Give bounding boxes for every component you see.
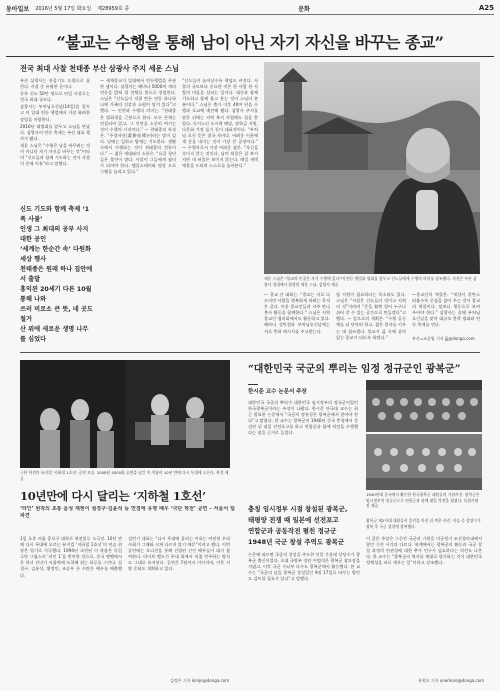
newspaper-brand: 동아일보 — [6, 5, 30, 13]
army-photo-caption: 1940년대 중국에서 활동한 한국광복군 대원들의 기념사진. 광복군은 임시정부의 정규군으로 연합군과 함께 대일 작전을 펼쳤다. 독립기념관 제공 — [366, 492, 480, 508]
article2-headline: 10년만에 다시 달리는 ‘지하철 1호선’ — [20, 489, 206, 503]
lead-paragraph: 등록 신도 50만 명으로 단일 사찰로는 전국 최대 규모다. — [20, 91, 90, 103]
article1-pull-quote: 신도 기도와 함께 축제 ‘1폭 사불’ 인생 그 최대의 공부 사지 대한 공인 ‘세계는 한순간 속’ 다원화 세상 행사 천태종은 원래 하나 집안에서 출발 홍익된 20세기 다른 10월 통해 나와 쓰러 비로소 큰 뜻, 네 곳도 철거 산 위에 새로운 생명 나무를 심었다 — [20, 206, 93, 343]
liberation-army-photo-2 — [366, 434, 482, 490]
army-group-photo-2 — [366, 434, 482, 490]
article1-column-2: — 세계종교가 일대에서 연등행렬을 주관한 셈이다. 삼광사는 해마다 5000여 개의 연등을 밝혀 절 전체를 빛으로 장엄한다. 스님은 “신도들이 직접 만든 연등 하나하나에 가족의 건강과 소원이 담겨 있다”고 했다. — 인연과 수행의 의미는. “천태종은 법화경을 근본으로 한다. 모든 존재는 연결되어 있고, 그 인연을 소중히 여기는 것이 수행의 시작이다.” — 천태종의 특징은. “주경야선(晝耕夜禪)이라는 말이 있다. 낮에는 일하고 밤에는 기도한다. 생활 속에서 수행하는 것이 천태종의 전통이다.” — 젊은 세대와의 소통은. “요즘 청년들은 불안이 많다. 사찰이 그들에게 쉼터가 되어야 한다. 템플스테이와 명상 프로그램을 늘리고 있다.” — [100, 78, 176, 175]
headline-rule — [6, 56, 494, 57]
army-group-photo — [366, 380, 482, 432]
article1-subhead: 전국 최대 사찰 천태종 부산 삼광사 주지 세운 스님 — [20, 64, 179, 73]
edition-number: 제28959호 종 — [97, 5, 130, 12]
monk-photo-image — [264, 62, 480, 274]
article1-column-3: “신도들이 늘어날수록 책임도 커진다. 사찰의 규모보다 중요한 것은 한 사람 한 사람의 마음을 살피는 일이다. 대중과 함께 기도하고 함께 울고 웃는 것이 스님의 본분이다.” 스님은 출가 이후 40여 년을 수행과 포교에 매진해 왔다. 삼광사 주지를 맡은 뒤에는 지역 복지 사업에도 힘을 쏟았다. 독거노인 도시락 배달, 장학금 지원, 다문화 가정 돕기 등이 대표적이다. “부처님 오신 뜻은 결국 자비다. 어려운 이웃에게 손을 내미는 것이 가장 큰 공양이다.” — 수행자로서 가장 어려운 점은. “자신을 속이지 않는 것이다. 남의 허물은 잘 보이지만 내 허물은 보이지 않는다. 매일 새벽 예불을 드리며 스스로를 돌아본다.” — [182, 78, 258, 169]
musical-photo-image — [20, 360, 230, 468]
lead-paragraph: 세운 스님은 “수행은 남을 바꾸려는 것이 아니라 자기 자신을 바꾸는 것”이라며 “신도들과 함께 기도하는 것이 사찰의 존재 이유”라고 말했다. — [20, 142, 90, 167]
masthead — [6, 2, 494, 15]
lead-paragraph: 2016년 대법회를 앞두고 스님을 만났다. 삼광사의 연등 축제는 부산 대표 행사가 됐다. — [20, 123, 90, 141]
section-name: 문화 — [298, 5, 310, 13]
article1-lower-column-2: 합 지원이 필요하다는 목소리도 있다. 스님은 “사찰은 신도들의 것이고 지역의 것”이라며 “문을 활짝 열어 누구나 쉬어 갈 수 있는 공간으로 만들겠다”고 했다. — 앞으로의 계획은. “수행 공동체를 더 단단히 하고, 젊은 불자를 키우는 데 힘쓰겠다. 불교가 삶 속에 살아 있는 종교가 되도록 하겠다.” — [336, 292, 406, 340]
article2-subhead: ‘라인’ 원작의 초통 음성 재현이 설경구·김윤석 등 연결에 유명 배우 ‘극단 학전’ 공연 – 서울서 팀 파견 — [20, 506, 235, 519]
article3-subhead: 한시준 교수 논문서 주장 — [248, 389, 307, 395]
article1-lead-column — [20, 78, 90, 196]
article3-column-2: 논문에 따르면 국군의 창설을 주도한 인물 가운데 상당수가 광복군 출신이었다. 초대 국방부 장관 이범석은 광복군 참모장을 지냈고, 이후 국군 수뇌부 다수도 광복군에서 활동했다. 한 교수는 “국군의 날을 광복군 창설일인 9월 17일로 바꾸는 방안도 검토할 필요가 있다”고 말했다. — [248, 552, 360, 582]
issue-date: 2016년 5월 17일 화요일 — [35, 5, 92, 12]
article2-column-1: 1일 오후 서울 종로구 대학로 학전블루 소극장. 10년 만에 다시 무대에 오르는 뮤지컬 ‘지하철 1호선’의 연습 현장은 열기로 가득했다. 1994년 초연된 이 작품은 독일 극단 그립스의 ‘라인 1’을 번안한 것으로, 중국 옌볜에서 온 처녀 선녀가 서울역에 도착해 겪는 하루를 그린다. 설경구, 김윤석, 황정민, 조승우 등 수많은 배우를 배출했다. — [20, 536, 122, 578]
article3-headline: “대한민국 국군의 뿌리는 임정 정규군인 광복군” — [248, 364, 461, 375]
lead-paragraph: 부산 삼광사는 관음기도 도량으로 꼽힌다. 사찰 중 유명한 곳이다. — [20, 78, 90, 90]
lead-paragraph: 삼광사는 부처님오신날(14일)을 앞두고 이 일대 연등 행렬에서 가장 화려한 장엄을 자랑한다. — [20, 104, 90, 122]
article3-rule — [248, 384, 258, 385]
article3-column-3: 이 같은 주장은 그동안 국군의 기원을 미군정기 조선경비대에서 찾던 기존 시각과 다르다. 학계에서는 광복군의 활동과 국군 창설 과정의 연관성에 대한 추가 연구가 필요하다는 의견도 나온다. 한 교수는 “광복군의 역사를 제대로 평가하는 것이 대한민국 정체성을 바로 세우는 일”이라고 강조했다. — [366, 536, 482, 566]
article1-lower-column-1: — 종교 간 대화는. “종교는 서로 다르지만 사람을 행복하게 하려는 목적은 같다. 이웃 종교인들과 자주 만나 봉사 활동을 함께한다.” 스님은 지역 종교인 협의회에서도 활동하고 있다. 해마다 성탄절과 부처님오신날에는 서로 축하 메시지를 주고받는다. — [264, 292, 330, 334]
article2-column-2: 김민기 대표는 “다시 무대에 올리는 이유는 여전히 우리 사회가 그때와 크게 다르지 않기 때문”이라고 했다. 이번 공연에는 오디션을 통해 선발된 신인 배우들이 대거 참여한다. 라이브 밴드가 무대 위에서 직접 연주하는 방식도 그대로 유지된다. 공연은 7월까지 이어지며, 이후 지방 순회도 계획하고 있다. — [128, 536, 230, 572]
section-divider — [20, 352, 480, 353]
monk-temple-photo — [264, 62, 480, 274]
musical-stage-photo — [20, 360, 230, 468]
article1-byline: 부산=조종엽 기자 jjj@donga.com — [412, 336, 475, 341]
article2-byline: 김정은 기자 kimje@donga.com — [170, 678, 230, 683]
army-photo-caption-2: 광복군 제2지대 대원들이 훈련을 마친 뒤 찍은 사진. 이들 중 상당수가 광복 후 국군 창설에 참여했다. — [366, 518, 481, 529]
liberation-army-photo-1 — [366, 380, 482, 432]
article1-lower-column-3: —종교인의 역할은. “세상이 혼란스러울수록 중심을 잡아 주는 것이 종교의 역할이다. 말보다 행동으로 보여 주어야 한다.” 삼광사는 올해 부처님오신날을 맞아 대규모 봉축 법회와 연등 축제를 연다. — [412, 292, 480, 328]
page-number: A25 — [478, 4, 494, 12]
article3-byline: 유원모 기자 onemore@donga.com — [418, 678, 484, 683]
article3-pull-quote: 충칭 임시정부 시절 창설된 광복군, 태평양 전쟁 때 일본에 선전포고 연합군과 공동작전 펼친 정규군 1948년 국군 창설 주역도 광복군 — [248, 505, 348, 546]
article1-headline: “불교는 수행을 통해 남이 아닌 자기 자신을 바꾸는 종교” — [56, 33, 444, 52]
monk-photo-caption: 세운 스님은 “불교의 본질은 자기 수행에 있다”며 연등 행렬과 법회를 앞두고 신도들에게 수행의 의미를 강조했다. 사진은 부산 삼광사 경내에서 합장한 세운 스님. 삼광사 제공 — [264, 276, 477, 287]
musical-photo-caption: 극단 학전의 뮤지컬 ‘지하철 1호선’ 공연 모습. 2008년 4000회 공연을 넘긴 이 작품이 10년 만에 다시 무대에 오른다. 학전 제공 — [20, 470, 229, 481]
article3-column-1: 대한민국 국군의 뿌리가 대한민국 임시정부의 정규군이었던 한국광복군이라는 주장이 나왔다. 한시준 단국대 교수는 최근 발표한 논문에서 “국군의 정통성은 광복군에서 찾아야 한다”고 밝혔다. 한 교수는 광복군이 1940년 중국 충칭에서 창설된 뒤 대일 선전포고를 하고 연합군과 함께 작전을 수행했다는 점을 근거로 들었다. — [248, 400, 358, 436]
